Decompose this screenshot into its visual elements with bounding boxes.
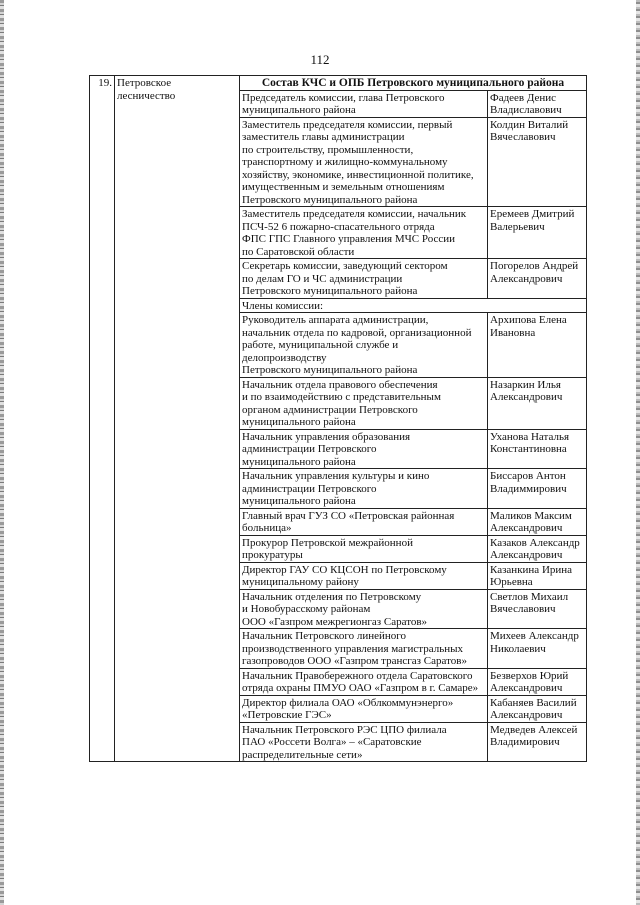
position-cell: Начальник отделения по Петровскому и Новобурасскому районам ООО «Газпром межрегионгаз Саратов» bbox=[240, 589, 488, 629]
position-cell: Прокурор Петровской межрайонной прокуратуры bbox=[240, 535, 488, 562]
person-name-cell: Казанкина Ирина Юрьевна bbox=[488, 562, 587, 589]
position-cell: Начальник управления образования администрации Петровского муниципального района bbox=[240, 429, 488, 469]
person-name-cell: Светлов Михаил Вячеславович bbox=[488, 589, 587, 629]
position-cell: Начальник управления культуры и кино администрации Петровского муниципального района bbox=[240, 469, 488, 509]
position-cell: Директор филиала ОАО «Облкоммунэнерго» «Петровские ГЭС» bbox=[240, 695, 488, 722]
position-cell: Руководитель аппарата администрации, начальник отдела по кадровой, организационной работе, муниципальной службе и делопроизводству Петровского муниципального района bbox=[240, 313, 488, 378]
person-name-cell: Погорелов Андрей Александрович bbox=[488, 259, 587, 299]
person-name-cell: Фадеев Денис Владиславович bbox=[488, 90, 587, 117]
person-name-cell: Колдин Виталий Вячеславович bbox=[488, 117, 587, 207]
position-cell: Заместитель председателя комиссии, начальник ПСЧ-52 6 пожарно-спасательного отряда ФПС ГПС Главного управления МЧС России по Саратовской области bbox=[240, 207, 488, 259]
person-name-cell: Безверхов Юрий Александрович bbox=[488, 668, 587, 695]
members-header: Члены комиссии: bbox=[240, 298, 587, 313]
position-cell: Начальник отдела правового обеспечения и по взаимодействию с представительным органом администрации Петровского муниципального района bbox=[240, 377, 488, 429]
position-cell: Председатель комиссии, глава Петровского муниципального района bbox=[240, 90, 488, 117]
commission-table bbox=[89, 75, 587, 762]
person-name-cell: Михеев Александр Николаевич bbox=[488, 629, 587, 669]
position-cell: Секретарь комиссии, заведующий сектором по делам ГО и ЧС администрации Петровского муниципального района bbox=[240, 259, 488, 299]
page-number: 112 bbox=[310, 52, 330, 67]
forestry-name: Петровское лесничество bbox=[115, 76, 240, 762]
scan-edge-right bbox=[636, 0, 640, 905]
position-cell: Начальник Петровского линейного производственного управления магистральных газопроводов ООО «Газпром трансгаз Саратов» bbox=[240, 629, 488, 669]
position-cell: Начальник Правобережного отдела Саратовского отряда охраны ПМУО ОАО «Газпром в г. Самаре» bbox=[240, 668, 488, 695]
commission-table-body bbox=[90, 76, 587, 762]
position-cell: Заместитель председателя комиссии, первый заместитель главы администрации по строительству, промышленности, транспортному и жилищно-коммунальному хозяйству, экономике, инвестиционной политике, имущественным и земельным отношениям Петровского муниципального района bbox=[240, 117, 488, 207]
caption-row bbox=[90, 76, 587, 91]
person-name-cell: Маликов Максим Александрович bbox=[488, 508, 587, 535]
scan-edge-left bbox=[0, 0, 4, 905]
position-cell: Директор ГАУ СО КЦСОН по Петровскому муниципальному району bbox=[240, 562, 488, 589]
person-name-cell: Уханова Наталья Константиновна bbox=[488, 429, 587, 469]
person-name-cell: Кабаняев Василий Александрович bbox=[488, 695, 587, 722]
position-cell: Главный врач ГУЗ СО «Петровская районная больница» bbox=[240, 508, 488, 535]
person-name-cell: Казаков Александр Александрович bbox=[488, 535, 587, 562]
person-name-cell: Еремеев Дмитрий Валерьевич bbox=[488, 207, 587, 259]
person-name-cell: Архипова Елена Ивановна bbox=[488, 313, 587, 378]
table-caption: Состав КЧС и ОПБ Петровского муниципального района bbox=[240, 76, 587, 91]
position-cell: Начальник Петровского РЭС ЦПО филиала ПАО «Россети Волга» – «Саратовские распределительные сети» bbox=[240, 722, 488, 762]
person-name-cell: Назаркин Илья Александрович bbox=[488, 377, 587, 429]
row-number: 19. bbox=[90, 76, 115, 762]
person-name-cell: Биссаров Антон Владиммирович bbox=[488, 469, 587, 509]
person-name-cell: Медведев Алексей Владимирович bbox=[488, 722, 587, 762]
